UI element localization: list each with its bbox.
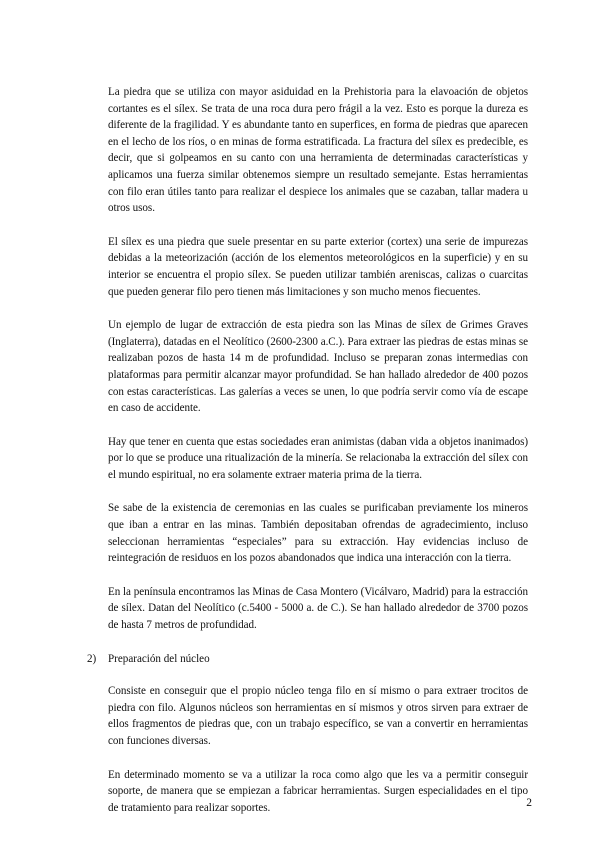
paragraph-grimes-graves: Un ejemplo de lugar de extracción de esta piedra son las Minas de sílex de Grimes Graves (Inglaterra), datadas en el Neolítico (2600-2300 a.C.). Para extraer las piedras de estas minas se realizaban pozos de hasta 14 m de profundidad. Incluso se preparan zonas intermedias con plataformas para permitir alcanzar mayor profundidad. Se han hallado alrededor de 400 pozos con estas características. Las galerías a veces se unen, lo que podría servir como vía de escape en caso de accidente. [108, 319, 528, 415]
section-title: Preparación del núcleo [108, 652, 210, 665]
page-content [87, 84, 528, 833]
paragraph-ceremonias: Se sabe de la existencia de ceremonias en las cuales se purificaban previamente los mineros que iban a entrar en las minas. También depositaban ofrendas de agradecimiento, incluso seleccionan herramientas “especiales” para su extracción. Hay evidencias incluso de reintegración de residuos en los pozos abandonados que indica una interacción con la tierra. [108, 502, 528, 565]
paragraph-silex-uso: La piedra que se utiliza con mayor asiduidad en la Prehistoria para la elavoación de objetos cortantes es el sílex. Se trata de una roca dura pero frágil a la vez. Esto es porque la dureza es diferente de la fragilidad. Y es abundante tanto en superfices, en forma de piedras que aparecen en el lecho de los ríos, o en minas de forma estratificada. La fractura del sílex es predecible, es decir, que si golpeamos en su canto con una herramienta de determinadas características y aplicamos una fuerza similar obtenemos siempre un resultado semejante. Estas herramientas con filo eran útiles tanto para realizar el despiece los animales que se cazaban, tallar madera u otros usos. [108, 86, 528, 215]
page-number: 2 [526, 797, 532, 809]
paragraph-animismo: Hay que tener en cuenta que estas sociedades eran animistas (daban vida a objetos inanimados) por lo que se produce una ritualización de la minería. Se relacionaba la extracción del sílex con el mundo espiritual, no era solamente extraer materia prima de la tierra. [108, 435, 528, 481]
section-number: 2) [87, 652, 97, 665]
paragraph-soportes: En determinado momento se va a utilizar la roca como algo que les va a permitir conseguir soporte, de manera que se empiezan a fabricar herramientas. Surgen especialidades en el tipo de tratamiento para realizar soportes. [108, 768, 528, 814]
paragraph-nucleo-filo: Consiste en conseguir que el propio núcleo tenga filo en sí mismo o para extraer trocitos de piedra con filo. Algunos núcleos son herramientas en sí mismos y otros sirven para extraer de ellos fragmentos de piedras que, con un trabajo específico, se van a convertir en herramientas con funciones diversas. [108, 685, 528, 747]
section-heading [87, 651, 528, 668]
paragraph-casa-montero: En la península encontramos las Minas de Casa Montero (Vicálvaro, Madrid) para la estracción de sílex. Datan del Neolítico (c.5400 - 5000 a. de C.). Se han hallado alrededor de 3700 pozos de hasta 7 metros de profundidad. [108, 585, 528, 632]
paragraph-silex-cortex: El sílex es una piedra que suele presentar en su parte exterior (cortex) una serie de impurezas debidas a la meteorización (acción de los elementos meteorológicos en la superficie) y en su interior se encuentra el propio sílex. Se pueden utilizar también areniscas, calizas o cuarcitas que pueden generar filo pero tienen más limitaciones y son mucho menos fiecuentes. [108, 235, 528, 298]
